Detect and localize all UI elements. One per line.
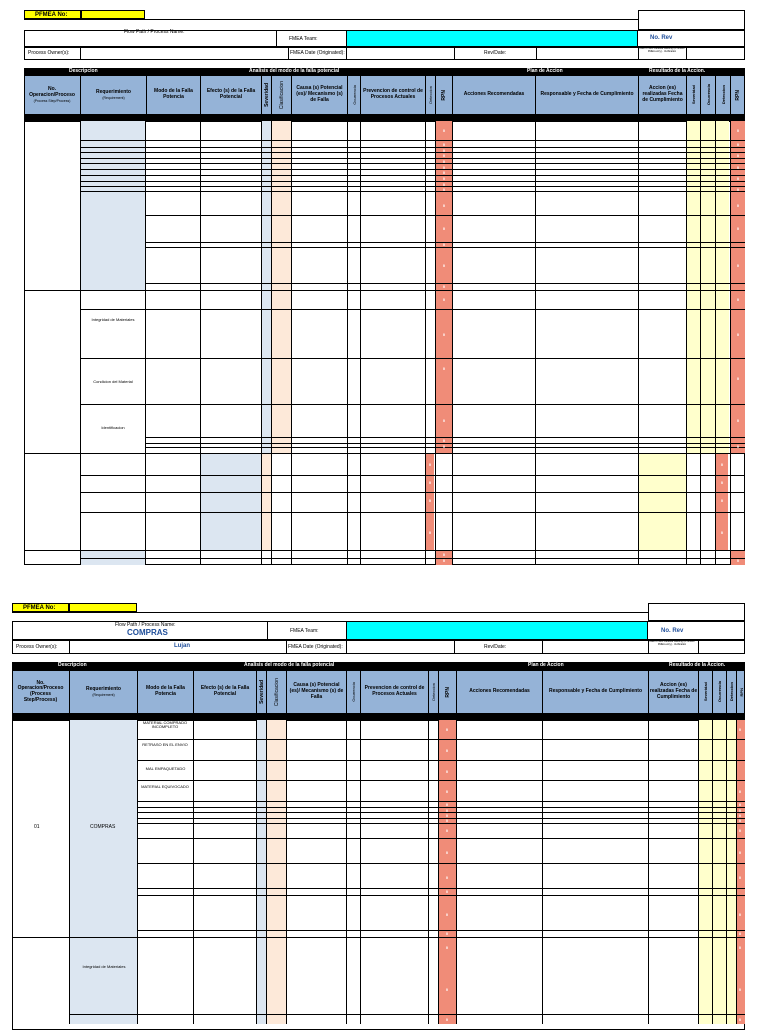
col-prevencion-text: Prevencion de control de Procesos Actuales — [364, 685, 425, 697]
header-line — [24, 19, 638, 20]
result-yellow-fill — [699, 720, 736, 1024]
result-rpn-value: 0 — [736, 128, 740, 133]
col-responsable-header — [542, 670, 648, 714]
rpn-value: 0 — [442, 297, 446, 302]
rpn-value: 0 — [442, 438, 446, 443]
section-descripcion: Descripcion — [69, 68, 98, 74]
col-rpn-text: RPN — [441, 89, 447, 101]
process-owner-row — [24, 47, 745, 60]
section-bar — [12, 662, 745, 670]
result-rpn-value: 0 — [738, 727, 742, 732]
vline — [69, 720, 70, 1024]
hline — [138, 739, 745, 740]
owner-divider — [80, 47, 81, 60]
lower-result-rpn-value: 0 — [720, 498, 724, 503]
failure-mode-4: MATERIAL EQUIVOCADO — [141, 784, 189, 789]
col-clasificacion-header — [271, 75, 291, 115]
note-text: Date of Next Release Meeting (or unless FMEA entry) - Verification — [639, 47, 685, 53]
col-clasificacion-text: Clasificacion — [273, 677, 280, 707]
result-rpn-value: 0 — [736, 142, 740, 147]
col-modo-header — [146, 75, 200, 115]
result-rpn-value: 0 — [738, 912, 742, 917]
vline — [193, 720, 194, 1024]
result-rpn-value: 0 — [738, 828, 742, 833]
hline — [138, 838, 745, 839]
hline — [80, 181, 745, 182]
rev-date-divider — [454, 640, 455, 654]
lower-rpn-value: 0 — [428, 480, 432, 485]
col-prevencion-header — [360, 75, 425, 115]
vline — [452, 121, 453, 565]
fmea-team-divider — [267, 621, 268, 640]
vline — [80, 121, 81, 565]
rpn-value: 0 — [442, 159, 446, 164]
header-top-right-box — [638, 10, 745, 30]
col-responsable-text: Responsable y Fecha de Cumplimiento — [540, 91, 634, 98]
rpn-value: 0 — [445, 818, 449, 823]
col-efecto-header — [200, 75, 261, 115]
col-no-sub: (Process Step/Process) — [23, 691, 58, 703]
col-efecto-text: Efecto (s) de la Falla Potencial — [200, 685, 250, 697]
rpn-value: 0 — [442, 418, 446, 423]
section-resultado: Resultado de la Accion. — [669, 662, 726, 668]
col-ocurrencia-header — [347, 75, 360, 115]
col-ocurrencia-text: Ocurrencia — [351, 85, 357, 105]
rpn-value: 0 — [445, 769, 449, 774]
rpn-value: 0 — [442, 558, 446, 563]
rpn-value: 0 — [442, 142, 446, 147]
pfmea-no-field[interactable] — [69, 603, 137, 612]
lower-effect-fill — [201, 454, 261, 551]
hline — [80, 475, 745, 476]
col-modo-text: Modo de la Falla Potencia — [154, 88, 193, 100]
hline — [138, 760, 745, 761]
pfmea-no-label: PFMEA No: — [23, 605, 56, 611]
fmea-date-label: FMEA Date (Originated): — [288, 644, 343, 650]
no-rev-label: No. Rev — [650, 35, 673, 41]
vline — [256, 720, 257, 1024]
requirement-condicion: Condicion del Material — [93, 379, 133, 384]
hline — [24, 290, 745, 291]
col-r-det-header — [715, 75, 730, 115]
note-value-divider — [686, 47, 687, 60]
result-rpn-value: 0 — [736, 165, 740, 170]
col-r-det-text: Deteccion — [729, 682, 734, 702]
result-rpn-fill — [737, 720, 745, 1024]
vline — [137, 720, 138, 1024]
owner-divider — [69, 640, 70, 654]
result-rpn-value: 0 — [738, 875, 742, 880]
rpn-value: 0 — [445, 850, 449, 855]
lower-yellow-fill — [638, 454, 686, 551]
col-req-text: Requerimiento — [95, 89, 131, 96]
rpn-value: 0 — [442, 552, 446, 557]
result-rpn-value: 0 — [736, 297, 740, 302]
flow-path-label: Flow Path / Process Name: — [115, 622, 176, 628]
hline — [80, 147, 745, 148]
result-rpn-value: 0 — [736, 418, 740, 423]
rpn-value: 0 — [442, 165, 446, 170]
col-rpn-text: RPN — [444, 686, 451, 698]
lower-result-rpn-value: 0 — [720, 480, 724, 485]
col-prevencion-header — [360, 670, 428, 714]
vline — [726, 720, 727, 1024]
rpn-value: 0 — [445, 828, 449, 833]
section-plan: Plan de Accion — [528, 662, 564, 668]
col-deteccion-header — [425, 75, 435, 115]
hline — [138, 823, 745, 824]
rpn-value: 0 — [445, 748, 449, 753]
col-r-ocu-header — [712, 670, 726, 714]
col-accion-realizada-header — [638, 75, 686, 115]
rev-date-label: Rev/Date: — [484, 50, 507, 56]
process-owner-value: Lujan — [174, 643, 190, 649]
vline — [347, 121, 348, 565]
hline — [80, 492, 745, 493]
col-deteccion-header — [428, 670, 438, 714]
requirement-integridad: Integridad de Materiales — [82, 964, 126, 969]
result-rpn-value: 0 — [736, 153, 740, 158]
result-rpn-value: 0 — [736, 187, 740, 192]
hline — [12, 937, 745, 938]
hline — [80, 163, 745, 164]
col-r-sev-header — [686, 75, 700, 115]
pfmea-no-label-cell — [24, 10, 81, 19]
result-rpn-value: 0 — [738, 850, 742, 855]
section-analisis: Analisis del modo de la falla potencial — [249, 68, 340, 74]
flow-path-label: Flow Path / Process Name: — [124, 29, 185, 35]
col-severidad-text: Severidad — [263, 83, 270, 107]
rpn-value: 0 — [442, 182, 446, 187]
col-no-header — [24, 75, 80, 115]
section-bar — [24, 68, 745, 75]
col-causa-text: Causa (s) Potencial (es)/ Mecanismo (s) de Falla — [289, 682, 344, 700]
note-text: Date of Next Release Meeting (or unless FMEA entry) - Verification — [649, 640, 695, 646]
section-plan: Plan de Accion — [527, 68, 563, 74]
fmea-team-label: FMEA Team: — [290, 628, 319, 634]
fmea-date-label: FMEA Date (Originated): — [290, 50, 345, 56]
col-modo-text: Modo de la Falla Potencia — [146, 685, 185, 697]
col-acciones-text: Acciones Recomendadas — [463, 91, 525, 98]
rpn-value: 0 — [445, 875, 449, 880]
col-no-sub: (Process Step/Process) — [33, 98, 71, 103]
vline — [435, 121, 436, 565]
col-no-text: No. Operacion/Proceso — [17, 679, 64, 692]
note-value-divider — [698, 640, 699, 654]
hline — [80, 186, 745, 187]
col-req-text: Requerimiento — [85, 686, 121, 693]
hline — [138, 863, 745, 864]
vline — [638, 121, 639, 565]
process-owner-row — [12, 640, 745, 654]
result-rpn-value: 0 — [738, 813, 742, 818]
col-req-sub: (Requirement) — [92, 692, 115, 697]
header-top-right-box — [648, 603, 745, 621]
result-rpn-value: 0 — [738, 1017, 742, 1022]
rpn-value: 0 — [445, 813, 449, 818]
vline — [261, 121, 262, 565]
col-causa-text: Causa (s) Potencial (es)/ Mecanismo (s) de Falla — [296, 85, 343, 103]
col-severidad-text: Severidad — [258, 680, 265, 704]
step-name: COMPRAS — [90, 824, 116, 830]
process-owner-label: Process Owner(s): — [16, 644, 58, 650]
fmea-date-divider — [288, 47, 289, 60]
col-prevencion-text: Prevencion de control de Procesos Actuales — [363, 88, 423, 100]
col-accion-realizada-header — [648, 670, 698, 714]
vline — [535, 121, 536, 565]
col-clasificacion-text: Clasificacion — [278, 80, 285, 110]
vline — [712, 720, 713, 1024]
step-number: 01 — [34, 824, 40, 830]
col-r-det-header — [726, 670, 736, 714]
lower-rpn-value: 0 — [428, 462, 432, 467]
lower-rpn-value: 0 — [428, 530, 432, 535]
rpn-value: 0 — [445, 912, 449, 917]
section-analisis: Analisis del modo de la falla potencial — [244, 662, 335, 668]
pfmea-sheet-2 — [16, 603, 745, 1024]
hline — [80, 512, 745, 513]
hline — [80, 158, 745, 159]
col-rpn-header — [435, 75, 452, 115]
hline — [138, 780, 745, 781]
result-rpn-value: 0 — [738, 987, 742, 992]
hline — [146, 215, 745, 216]
fmea-date-value-divider — [346, 47, 347, 60]
rev-date-value-divider — [536, 47, 537, 60]
hline — [146, 247, 745, 248]
col-r-sev-header — [698, 670, 712, 714]
failure-mode-1: MATERIAL COMPRADO INCOMPLETO — [142, 720, 188, 730]
col-accion-realizada-text: Accion (es) realizadas Fecha de Cumplimiento — [649, 682, 698, 700]
col-req-header — [69, 670, 137, 714]
vline — [438, 720, 439, 1024]
vline — [686, 121, 687, 565]
rpn-value: 0 — [442, 153, 446, 158]
vline — [542, 720, 543, 1024]
result-rpn-value: 0 — [736, 226, 740, 231]
rpn-value: 0 — [445, 931, 449, 936]
col-acciones-header — [452, 75, 535, 115]
col-r-rpn-header — [736, 670, 745, 714]
result-rpn-value: 0 — [738, 802, 742, 807]
col-r-sev-text: Severidad — [703, 682, 708, 702]
result-rpn-value: 0 — [736, 558, 740, 563]
vline — [291, 121, 292, 565]
col-r-rpn-text: RPN — [735, 89, 741, 101]
result-rpn-value: 0 — [738, 945, 742, 950]
section-resultado: Resultado de la Accion. — [649, 68, 706, 74]
rpn-value: 0 — [442, 176, 446, 181]
col-no-header — [12, 670, 69, 714]
col-efecto-header — [193, 670, 256, 714]
vline — [428, 720, 429, 1024]
rpn-value: 0 — [442, 284, 446, 289]
result-rpn-value: 0 — [736, 203, 740, 208]
flow-path-value: COMPRAS — [127, 628, 168, 637]
result-rpn-value: 0 — [736, 444, 740, 449]
hline — [80, 191, 745, 192]
fmea-team-divider — [276, 30, 277, 47]
col-acciones-text: Acciones Recomendadas — [469, 688, 530, 695]
hline — [70, 1014, 745, 1015]
rpn-value: 0 — [445, 808, 449, 813]
col-r-rpn-text: RPN — [738, 687, 744, 697]
rpn-value: 0 — [442, 366, 446, 371]
col-no-text: No. Operacion/Proceso — [29, 86, 75, 98]
rpn-value: 0 — [445, 1017, 449, 1022]
hline — [138, 895, 745, 896]
result-rpn-value: 0 — [738, 808, 742, 813]
rpn-value: 0 — [442, 263, 446, 268]
col-causa-header — [286, 670, 346, 714]
col-acciones-header — [456, 670, 542, 714]
vline — [700, 121, 701, 565]
rpn-value: 0 — [442, 170, 446, 175]
col-rpn-header — [438, 670, 456, 714]
fmea-team-label: FMEA Team: — [289, 36, 318, 42]
rpn-value: 0 — [442, 203, 446, 208]
vline — [346, 720, 347, 1024]
hline — [80, 140, 745, 141]
col-r-rpn-header — [730, 75, 745, 115]
col-efecto-text: Efecto (s) de la Falla Potencial — [206, 88, 256, 100]
rpn-value: 0 — [442, 148, 446, 153]
col-severidad-header — [256, 670, 266, 714]
col-req-sub: (Requirement) — [102, 95, 125, 100]
rpn-value: 0 — [442, 444, 446, 449]
rpn-column-fill — [439, 720, 456, 1024]
requirement-identificacion: Identificacion — [101, 425, 125, 430]
hline — [80, 309, 745, 310]
rpn-value: 0 — [442, 332, 446, 337]
rpn-value: 0 — [445, 945, 449, 950]
vline — [271, 121, 272, 565]
no-rev-label: No. Rev — [661, 628, 684, 634]
vline — [145, 121, 146, 565]
col-r-ocu-text: Ocurrencia — [717, 681, 722, 703]
col-ocurrencia-text: Ocurrencia — [351, 682, 356, 702]
rev-date-label: Rev/Date: — [484, 644, 507, 650]
col-r-ocu-header — [700, 75, 715, 115]
vline — [360, 121, 361, 565]
col-responsable-header — [535, 75, 638, 115]
hline — [80, 404, 745, 405]
hline — [24, 453, 745, 454]
vline — [200, 121, 201, 565]
rpn-value: 0 — [445, 987, 449, 992]
vline — [736, 720, 737, 1024]
col-causa-header — [291, 75, 347, 115]
col-deteccion-text: Deteccion — [428, 86, 433, 104]
lower-rpn-value: 0 — [428, 498, 432, 503]
rpn-value: 0 — [445, 802, 449, 807]
result-rpn-value: 0 — [736, 376, 740, 381]
process-owner-label: Process Owner(s): — [28, 50, 70, 56]
severity-column-fill — [257, 720, 266, 1024]
rpn-value: 0 — [442, 226, 446, 231]
classification-column-fill — [267, 720, 286, 1024]
hline — [80, 558, 745, 559]
result-rpn-value: 0 — [736, 176, 740, 181]
requirement-column-fill — [70, 720, 137, 1024]
failure-mode-3: MAL EMPAQUETADO — [145, 766, 186, 771]
col-ocurrencia-header — [346, 670, 360, 714]
col-r-det-text: Deteccion — [720, 85, 726, 105]
col-r-sev-text: Severidad — [691, 85, 696, 105]
fmea-team-field[interactable] — [346, 30, 638, 47]
col-r-ocu-text: Ocurrencia — [705, 84, 711, 106]
vline — [286, 720, 287, 1024]
col-clasificacion-header — [266, 670, 286, 714]
hline — [80, 169, 745, 170]
col-deteccion-text: Deteccion — [431, 683, 436, 701]
result-rpn-value: 0 — [738, 931, 742, 936]
vline — [730, 121, 731, 565]
result-rpn-value: 0 — [738, 818, 742, 823]
vline — [266, 720, 267, 1024]
col-req-header — [80, 75, 146, 115]
section-descripcion: Descripcion — [58, 662, 87, 668]
lower-result-rpn-value: 0 — [720, 462, 724, 467]
hline — [80, 175, 745, 176]
vline — [360, 720, 361, 1024]
hline — [80, 358, 745, 359]
header-line — [12, 612, 648, 613]
pfmea-no-field[interactable] — [81, 10, 145, 19]
rpn-value: 0 — [442, 187, 446, 192]
result-rpn-value: 0 — [736, 332, 740, 337]
rpn-value: 0 — [442, 242, 446, 247]
vline — [648, 720, 649, 1024]
rpn-value: 0 — [445, 889, 449, 894]
rpn-value: 0 — [445, 727, 449, 732]
pfmea-no-label-cell — [12, 603, 69, 612]
hline — [24, 550, 745, 551]
vline — [698, 720, 699, 1024]
rev-date-value-divider — [542, 640, 543, 654]
result-rpn-value: 0 — [738, 789, 742, 794]
hline — [80, 152, 745, 153]
vline — [715, 121, 716, 565]
rpn-value: 0 — [445, 789, 449, 794]
col-severidad-header — [261, 75, 271, 115]
pfmea-no-label: PFMEA No: — [35, 12, 68, 18]
requirement-integridad: Integridad de Materiales — [91, 317, 135, 322]
col-modo-header — [137, 670, 193, 714]
col-accion-realizada-text: Accion (es) realizadas Fecha de Cumplimiento — [642, 85, 683, 103]
result-rpn-value: 0 — [736, 263, 740, 268]
lower-result-rpn-value: 0 — [720, 530, 724, 535]
fmea-date-divider — [286, 640, 287, 654]
fmea-team-field[interactable] — [346, 621, 648, 640]
rpn-value: 0 — [442, 128, 446, 133]
fmea-date-value-divider — [346, 640, 347, 654]
failure-mode-2: RETRASO EN EL ENVIO — [142, 742, 188, 747]
col-responsable-text: Responsable y Fecha de Cumplimiento — [548, 688, 643, 695]
lower-class-fill — [262, 454, 271, 551]
vline — [456, 720, 457, 1024]
rev-date-divider — [454, 47, 455, 60]
